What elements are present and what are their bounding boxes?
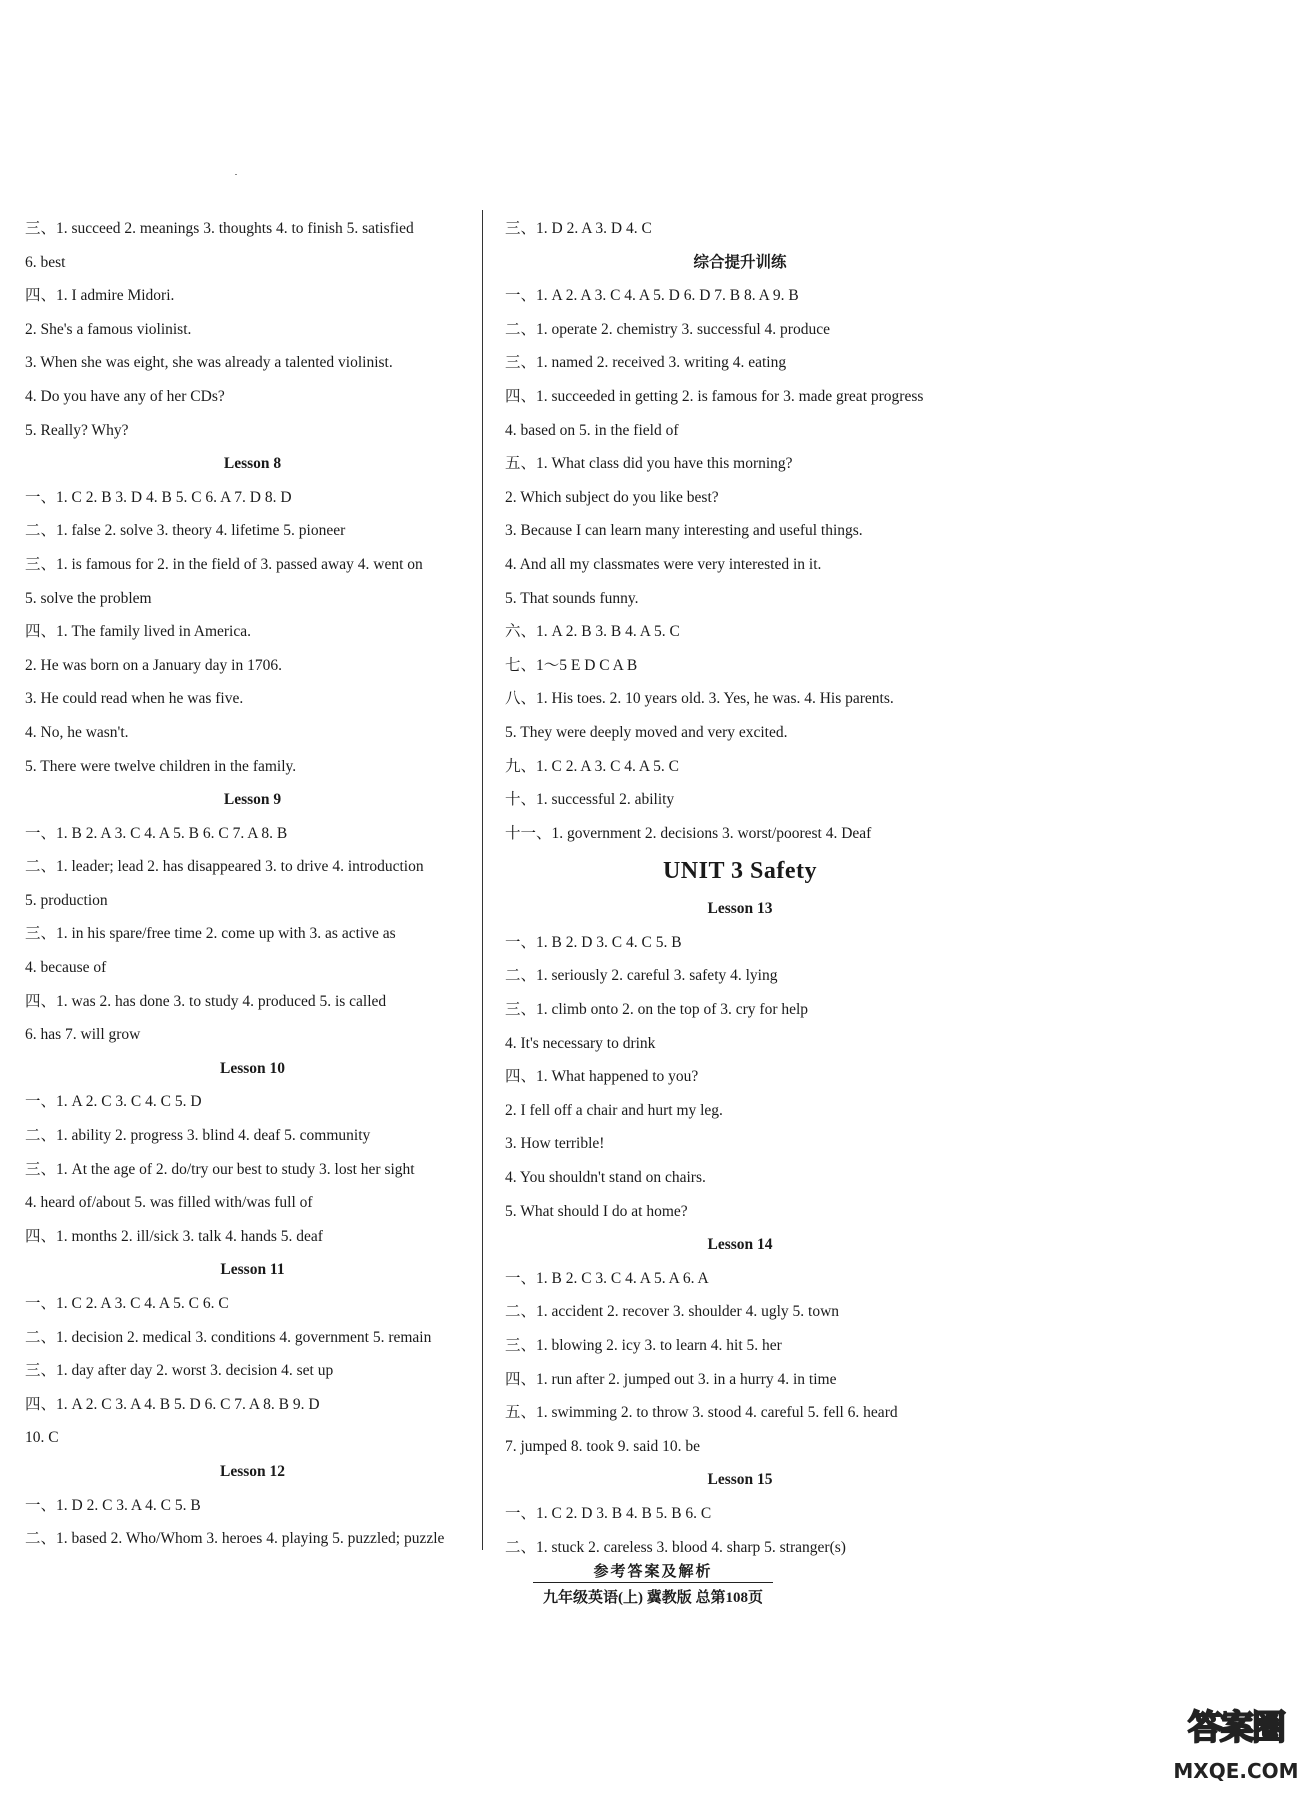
unit-title: UNIT 3 Safety xyxy=(662,858,818,885)
answer-line: 四、1. What happened to you? xyxy=(505,1068,699,1086)
answer-line: 五、1. What class did you have this morning? xyxy=(505,455,793,473)
answer-line: 四、1. A 2. C 3. A 4. B 5. D 6. C 7. A 8. B 9. D xyxy=(25,1395,320,1413)
answer-line: 二、1. leader; lead 2. has disappeared 3. to drive 4. introduction xyxy=(25,858,424,876)
section-heading: 综合提升训练 xyxy=(693,253,787,271)
answer-line: 二、1. false 2. solve 3. theory 4. lifetime 5. pioneer xyxy=(25,522,346,540)
section-heading: Lesson 12 xyxy=(219,1462,286,1480)
answer-line: 三、1. At the age of 2. do/try our best to study 3. lost her sight xyxy=(25,1160,415,1178)
answer-line: 三、1. climb onto 2. on the top of 3. cry for help xyxy=(505,1001,809,1019)
section-heading: Lesson 8 xyxy=(223,455,282,473)
watermark-url: MXQE.COM xyxy=(1173,1759,1299,1783)
answer-line: 二、1. operate 2. chemistry 3. successful 4. produce xyxy=(505,320,830,338)
answer-line: 一、1. A 2. C 3. C 4. C 5. D xyxy=(25,1093,202,1111)
answer-line: 5. solve the problem xyxy=(25,589,152,607)
answer-line: 4. You shouldn't stand on chairs. xyxy=(505,1169,706,1187)
section-heading: Lesson 11 xyxy=(220,1261,285,1279)
section-heading: Lesson 10 xyxy=(219,1059,286,1077)
answer-line: 三、1. succeed 2. meanings 3. thoughts 4. to finish 5. satisfied xyxy=(25,220,414,237)
answer-line: 5. What should I do at home? xyxy=(505,1202,688,1220)
answer-line: 一、1. C 2. D 3. B 4. B 5. B 6. C xyxy=(505,1504,712,1522)
answer-line: 三、1. named 2. received 3. writing 4. eating xyxy=(505,354,787,372)
answer-line: 四、1. succeeded in getting 2. is famous for 3. made great progress xyxy=(505,387,924,405)
answer-line: 二、1. decision 2. medical 3. conditions 4. government 5. remain xyxy=(25,1328,432,1346)
answer-line: 2. She's a famous violinist. xyxy=(25,320,192,338)
right-answer-column xyxy=(505,212,975,1564)
watermark-logo-text: 答案圈 xyxy=(1188,1708,1284,1748)
answer-line: 三、1. day after day 2. worst 3. decision 4. set up xyxy=(25,1362,334,1380)
answer-line: 四、1. The family lived in America. xyxy=(25,623,251,641)
answer-line: 5. That sounds funny. xyxy=(505,589,639,607)
answer-line: 4. Do you have any of her CDs? xyxy=(25,387,225,405)
answer-line: 2. He was born on a January day in 1706. xyxy=(25,656,282,674)
answer-line: 4. based on 5. in the field of xyxy=(505,421,679,439)
answer-line: 一、1. C 2. A 3. C 4. A 5. C 6. C xyxy=(25,1295,229,1312)
answer-line: 二、1. seriously 2. careful 3. safety 4. lying xyxy=(505,967,778,985)
answer-line: 一、1. A 2. A 3. C 4. A 5. D 6. D 7. B 8. A 9. B xyxy=(505,287,799,305)
answer-line: 三、1. is famous for 2. in the field of 3. passed away 4. went on xyxy=(25,555,423,573)
answer-line: 二、1. based 2. Who/Whom 3. heroes 4. playing 5. puzzled; puzzle xyxy=(25,1530,445,1548)
answer-line: 5. They were deeply moved and very excited. xyxy=(505,723,788,741)
answer-line: 三、1. D 2. A 3. D 4. C xyxy=(505,220,652,237)
answer-line: 4. And all my classmates were very interested in it. xyxy=(505,555,822,573)
answer-line: 6. has 7. will grow xyxy=(25,1026,141,1044)
section-heading: Lesson 14 xyxy=(707,1236,773,1254)
answer-line: 10. C xyxy=(25,1429,59,1447)
section-heading: Lesson 9 xyxy=(223,791,282,809)
answer-line: 四、1. run after 2. jumped out 3. in a hurry 4. in time xyxy=(505,1370,837,1388)
answer-line: 7. jumped 8. took 9. said 10. be xyxy=(505,1437,701,1455)
answer-line: 一、1. B 2. A 3. C 4. A 5. B 6. C 7. A 8. B xyxy=(25,824,288,842)
answer-line: 三、1. blowing 2. icy 3. to learn 4. hit 5. her xyxy=(505,1337,782,1354)
answer-line: 一、1. B 2. C 3. C 4. A 5. A 6. A xyxy=(505,1269,709,1287)
answer-line: 6. best xyxy=(25,253,66,271)
answer-line: 一、1. D 2. C 3. A 4. C 5. B xyxy=(25,1496,201,1514)
answer-line: 4. It's necessary to drink xyxy=(505,1034,656,1052)
answer-line: 二、1. accident 2. recover 3. shoulder 4. ugly 5. town xyxy=(505,1303,840,1321)
answer-line: 2. Which subject do you like best? xyxy=(505,488,719,506)
answer-line: 3. Because I can learn many interesting and useful things. xyxy=(505,522,863,540)
answer-line: 十一、1. government 2. decisions 3. worst/poorest 4. Deaf xyxy=(505,824,872,842)
answer-line: 4. No, he wasn't. xyxy=(25,723,129,741)
answer-line: 2. I fell off a chair and hurt my leg. xyxy=(505,1101,723,1119)
answer-line: 六、1. A 2. B 3. B 4. A 5. C xyxy=(505,623,680,641)
left-answer-column xyxy=(25,212,480,1556)
answer-line: 5. production xyxy=(25,891,108,909)
answer-line: 3. When she was eight, she was already a talented violinist. xyxy=(25,354,393,372)
answer-line: 二、1. ability 2. progress 3. blind 4. deaf 5. community xyxy=(25,1127,371,1145)
answer-line: 七、1～5 E D C A B xyxy=(505,656,638,674)
answer-line: 四、1. was 2. has done 3. to study 4. produced 5. is called xyxy=(25,992,387,1010)
answer-line: 三、1. in his spare/free time 2. come up with 3. as active as xyxy=(25,925,396,943)
answer-line: 二、1. stuck 2. careless 3. blood 4. sharp 5. stranger(s) xyxy=(505,1538,846,1556)
answer-line: 4. because of xyxy=(25,959,107,977)
answer-line: 四、1. months 2. ill/sick 3. talk 4. hands 5. deaf xyxy=(25,1227,323,1245)
section-heading: Lesson 15 xyxy=(707,1471,773,1489)
answer-line: 3. He could read when he was five. xyxy=(25,690,244,708)
answer-line: 五、1. swimming 2. to throw 3. stood 4. careful 5. fell 6. heard xyxy=(505,1404,898,1422)
answer-line: 3. How terrible! xyxy=(505,1135,605,1153)
answer-line: 一、1. B 2. D 3. C 4. C 5. B xyxy=(505,933,682,951)
answer-line: 八、1. His toes. 2. 10 years old. 3. Yes, he was. 4. His parents. xyxy=(505,690,894,708)
answer-line: 4. heard of/about 5. was filled with/was full of xyxy=(25,1194,313,1212)
answer-line: 一、1. C 2. B 3. D 4. B 5. C 6. A 7. D 8. D xyxy=(25,488,292,506)
answer-line: 四、1. I admire Midori. xyxy=(25,287,175,305)
answer-line: 5. Really? Why? xyxy=(25,421,129,439)
footer-title: 参考答案及解析 xyxy=(0,1560,1306,1581)
answer-line: 十、1. successful 2. ability xyxy=(505,791,675,809)
watermark-logo xyxy=(1172,1698,1300,1794)
answer-line: 九、1. C 2. A 3. C 4. A 5. C xyxy=(505,757,679,775)
section-heading: Lesson 13 xyxy=(707,900,773,918)
column-divider xyxy=(482,210,483,1550)
answer-line: 5. There were twelve children in the family. xyxy=(25,757,297,775)
footer-subtitle: 九年级英语(上) 冀教版 总第108页 xyxy=(543,1590,763,1606)
